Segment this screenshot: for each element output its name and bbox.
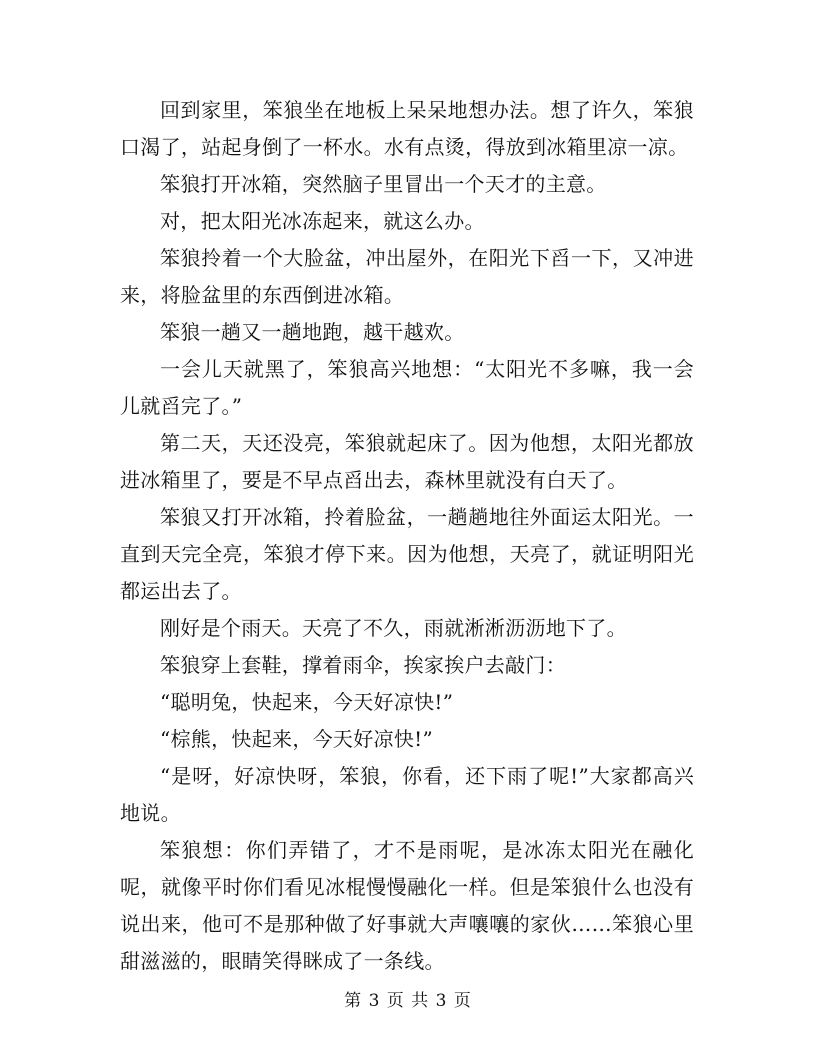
page-footer: 第 3 页 共 3 页 bbox=[344, 991, 472, 1011]
paragraph: 笨狼又打开冰箱，拎着脸盆，一趟趟地往外面运太阳光。一直到天完全亮，笨狼才停下来。因为他想，天亮了，就证明阳光都运出去了。 bbox=[120, 505, 694, 603]
paragraph: 笨狼想：你们弄错了，才不是雨呢，是冰冻太阳光在融化呢，就像平时你们看见冰棍慢慢融化一样。但是笨狼什么也没有说出来，他可不是那种做了好事就大声嚷嚷的家伙……笨狼心里甜滋滋的，眼睛笑得眯成了一条线。 bbox=[120, 838, 694, 973]
document-body bbox=[120, 92, 694, 980]
paragraph: “是呀，好凉快呀，笨狼，你看，还下雨了呢!”大家都高兴地说。 bbox=[120, 764, 694, 825]
paragraph: 对，把太阳光冰冻起来，就这么办。 bbox=[160, 209, 485, 233]
paragraph: 一会儿天就黑了，笨狼高兴地想：“太阳光不多嘛，我一会儿就舀完了。” bbox=[120, 357, 694, 418]
paragraph: 回到家里，笨狼坐在地板上呆呆地想办法。想了许久，笨狼口渴了，站起身倒了一杯水。水有点烫，得放到冰箱里凉一凉。 bbox=[120, 98, 694, 159]
paragraph: 笨狼打开冰箱，突然脑子里冒出一个天才的主意。 bbox=[160, 172, 607, 196]
paragraph: 笨狼一趟又一趟地跑，越干越欢。 bbox=[160, 320, 465, 344]
paragraph: “棕熊，快起来，今天好凉快!” bbox=[160, 727, 433, 751]
paragraph: “聪明兔，快起来，今天好凉快!” bbox=[160, 690, 454, 714]
paragraph: 刚好是个雨天。天亮了不久，雨就淅淅沥沥地下了。 bbox=[160, 616, 627, 640]
paragraph: 第二天，天还没亮，笨狼就起床了。因为他想，太阳光都放进冰箱里了，要是不早点舀出去，森林里就没有白天了。 bbox=[120, 431, 694, 492]
paragraph: 笨狼穿上套鞋，撑着雨伞，挨家挨户去敲门： bbox=[160, 653, 566, 677]
paragraph: 笨狼拎着一个大脸盆，冲出屋外，在阳光下舀一下，又冲进来，将脸盆里的东西倒进冰箱。 bbox=[120, 246, 694, 307]
